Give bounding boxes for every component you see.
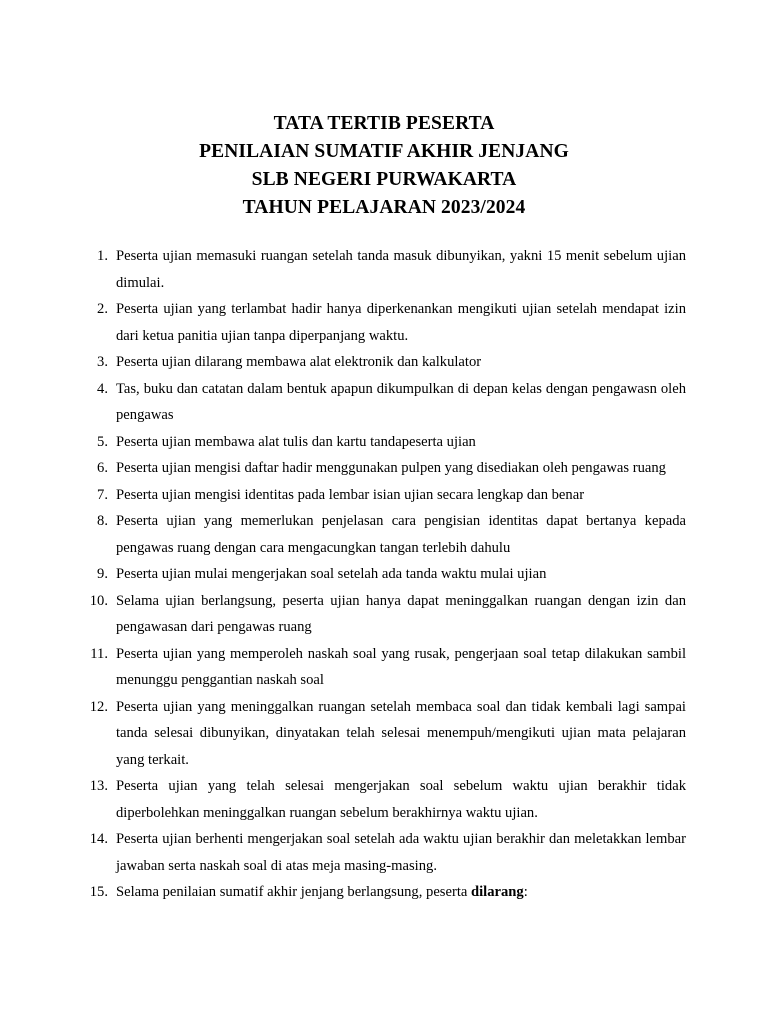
rule-text-start: Selama penilaian sumatif akhir jenjang berlangsung, peserta xyxy=(116,884,471,900)
rule-text: Peserta ujian yang terlambat hadir hanya diperkenankan mengikuti ujian setelah mendapat izin dari ketua panitia ujian tanpa diperpanjang waktu. xyxy=(116,301,686,344)
rule-text: Peserta ujian berhenti mengerjakan soal setelah ada waktu ujian berakhir dan meletakkan lembar jawaban serta naskah soal di atas meja masing-masing. xyxy=(116,831,686,874)
rule-number: 1. xyxy=(97,248,108,264)
rule-item xyxy=(78,376,686,429)
rule-text: Peserta ujian memasuki ruangan setelah tanda masuk dibunyikan, yakni 15 menit sebelum ujian dimulai. xyxy=(116,248,686,291)
rule-number: 14. xyxy=(89,831,108,847)
rule-item xyxy=(78,694,686,774)
rule-item xyxy=(78,429,686,456)
rule-number: 9. xyxy=(97,566,108,582)
rule-number: 6. xyxy=(97,460,108,476)
rule-item xyxy=(78,826,686,879)
rule-text: Tas, buku dan catatan dalam bentuk apapun dikumpulkan di depan kelas dengan pengawasn oleh pengawas xyxy=(116,380,686,423)
rule-number: 13. xyxy=(89,778,108,794)
document-title xyxy=(0,110,768,222)
rule-item xyxy=(78,296,686,349)
rule-text: Peserta ujian dilarang membawa alat elektronik dan kalkulator xyxy=(116,354,482,370)
rule-text: Peserta ujian yang memerlukan penjelasan cara pengisian identitas dapat bertanya kepada pengawas ruang dengan cara mengacungkan tangan terlebih dahulu xyxy=(116,513,686,556)
rule-number: 11. xyxy=(90,645,108,662)
rule-item xyxy=(78,773,686,826)
rule-item xyxy=(78,588,686,641)
rule-number: 15. xyxy=(89,884,108,900)
rule-text: Peserta ujian yang meninggalkan ruangan setelah membaca soal dan tidak kembali lagi sampai tanda selesai dibunyikan, dinyatakan telah selesai menempuh/mengikuti ujian mata pelajaran yang terkait. xyxy=(116,698,686,768)
rule-number: 12. xyxy=(89,698,108,715)
rule-number: 4. xyxy=(97,380,108,397)
rule-item xyxy=(78,455,686,482)
rule-text-end: : xyxy=(523,884,528,900)
rule-item xyxy=(78,879,686,906)
rule-number: 3. xyxy=(97,354,108,370)
rule-number: 10. xyxy=(89,592,108,609)
rule-number: 2. xyxy=(97,301,108,317)
title-line-3: SLB NEGERI PURWAKARTA xyxy=(251,169,517,190)
rule-item xyxy=(78,482,686,509)
title-line-4: TAHUN PELAJARAN 2023/2024 xyxy=(242,197,526,218)
rule-text: Peserta ujian yang memperoleh naskah soal yang rusak, pengerjaan soal tetap dilakukan sambil menunggu penggantian naskah soal xyxy=(116,645,686,688)
rule-number: 7. xyxy=(97,486,108,503)
rule-text-emphasis: dilarang xyxy=(471,884,524,900)
rules-list xyxy=(78,243,686,906)
rule-text: Peserta ujian yang telah selesai mengerjakan soal sebelum waktu ujian berakhir tidak diperbolehkan meninggalkan ruangan sebelum berakhirnya waktu ujian. xyxy=(116,778,686,821)
rule-item xyxy=(78,243,686,296)
rule-item xyxy=(78,508,686,561)
rule-text xyxy=(116,879,686,906)
rule-item xyxy=(78,641,686,694)
rule-text: Selama ujian berlangsung, peserta ujian hanya dapat meninggalkan ruangan dengan izin dan pengawasan dari pengawas ruang xyxy=(116,592,686,635)
rule-number: 8. xyxy=(97,513,108,529)
rule-number: 5. xyxy=(97,433,108,450)
title-line-2: PENILAIAN SUMATIF AKHIR JENJANG xyxy=(199,141,569,162)
rule-text: Peserta ujian mulai mengerjakan soal setelah ada tanda waktu mulai ujian xyxy=(116,566,547,582)
rule-text: Peserta ujian mengisi daftar hadir menggunakan pulpen yang disediakan oleh pengawas ruang xyxy=(116,460,666,476)
rule-item xyxy=(78,349,686,376)
rule-text: Peserta ujian membawa alat tulis dan kartu tandapeserta ujian xyxy=(116,433,476,450)
rule-item xyxy=(78,561,686,588)
title-line-1: TATA TERTIB PESERTA xyxy=(273,113,495,134)
rule-text: Peserta ujian mengisi identitas pada lembar isian ujian secara lengkap dan benar xyxy=(116,486,585,503)
